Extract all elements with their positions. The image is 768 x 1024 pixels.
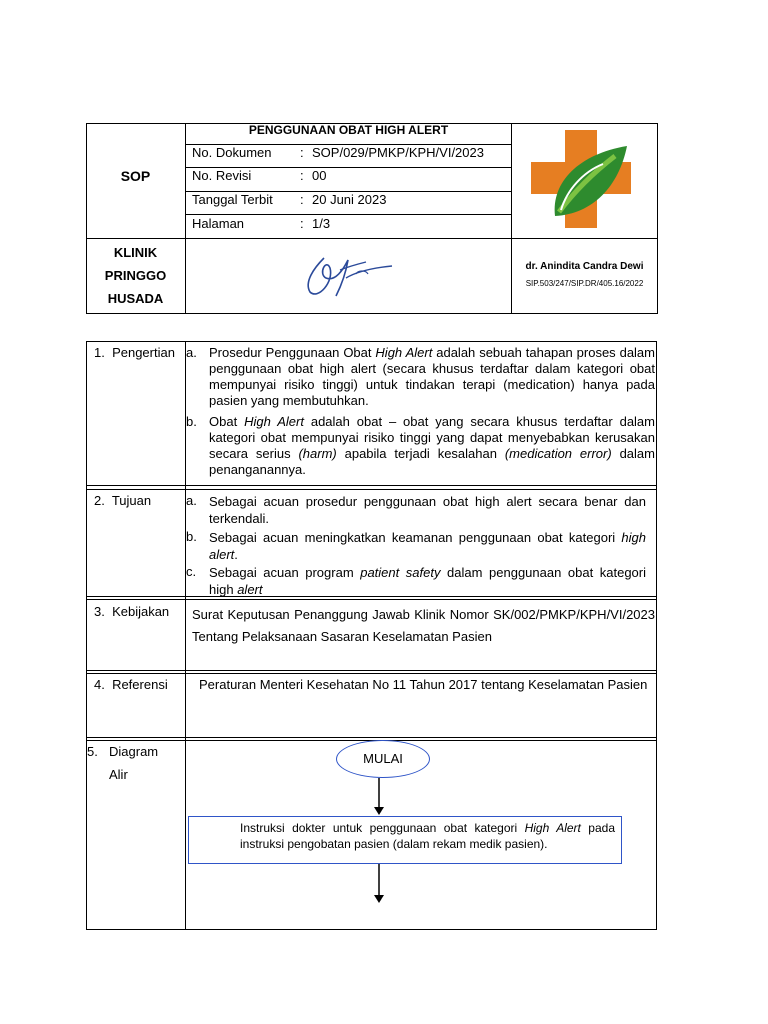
text: . [234,547,238,562]
sop-label: SOP [120,168,151,184]
text: High Alert [375,345,433,360]
row-value: 1/3 [312,216,331,231]
list-marker: a. [186,345,197,360]
text: dalam penggunaan obat kategori high [209,565,646,597]
text: adalah obat – obat yang secara khusus terdaftar dalam kategori obat mempunyai risiko tinggi yang dapat menyebabkan kerusakan secara serius [209,414,655,461]
text: (medication error) [504,446,612,461]
row-value: 20 Juni 2023 [312,192,387,207]
flow-arrow [372,864,386,904]
row-separator: : [300,216,304,231]
text: adalah sebuah tahapan proses dalam penggunaan obat high alert (secara khusus terdaftar dalam kategori obat mempunyai risiko tinggi) untuk tindakan terapi (medication) hanya pada pasien yang membutuhkan. [209,345,655,408]
pengertian-item-b [209,414,655,478]
text: Prosedur Penggunaan Obat [209,345,376,360]
tujuan-item-a: Sebagai acuan prosedur penggunaan obat high alert secara benar dan terkendali. [209,494,646,526]
text: apabila terjadi kesalahan [336,446,505,461]
text: Peraturan Menteri Kesehatan No 11 Tahun 2017 tentang Keselamatan Pasien [199,677,648,692]
list-marker: a. [186,493,197,508]
row-separator: : [300,168,304,183]
document-title: PENGGUNAAN OBAT HIGH ALERT [248,123,449,137]
section-label-kebijakan: 3. Kebijakan [94,604,170,619]
clinic-name [86,241,185,310]
list-marker: c. [186,564,197,579]
signature [296,248,396,302]
kebijakan-text: Surat Keputusan Penanggung Jawab Klinik Nomor SK/002/PMKP/KPH/VI/2023 Tentang Pelaksanaan Sasaran Keselamatan Pasien [192,607,655,644]
text: high alert [209,530,646,562]
text: alert [237,582,263,597]
text: Sebagai acuan program [209,565,361,580]
text: Obat [209,414,245,429]
flow-start [336,740,430,778]
text: Instruksi dokter untuk penggunaan obat kategori [240,821,525,835]
tujuan-item-c [209,564,646,598]
text: patient safety [360,565,441,580]
row-value: SOP/029/PMKP/KPH/VI/2023 [312,145,484,160]
tujuan-item-b [209,529,646,563]
section-label-referensi: 4. Referensi [94,677,168,692]
clinic-name-line: HUSADA [107,291,164,306]
flow-step-text [240,820,615,852]
section-label-diagram: 5. [87,744,98,759]
doctor-sip: SIP.503/247/SIP.DR/405.16/2022 [525,279,644,288]
section-label-pengertian: 1. Pengertian [94,345,175,360]
text: High Alert [524,821,581,835]
row-value: 00 [312,168,327,183]
pengertian-item-a [209,345,655,409]
text: pada instruksi pengobatan pasien (dalam rekam medik pasien). [240,821,615,851]
row-label: Halaman [192,216,245,231]
flow-start-label: MULAI [363,751,403,766]
row-label: No. Dokumen [192,145,272,160]
row-label: No. Revisi [192,168,252,183]
text: Sebagai acuan meningkatkan keamanan penggunaan obat kategori [209,530,622,545]
row-separator: : [300,192,304,207]
list-marker: b. [186,529,197,544]
section-label-diagram: Diagram [109,744,159,759]
list-marker: b. [186,414,197,429]
flow-arrow [372,778,386,816]
section-label-tujuan: 2. Tujuan [94,493,152,508]
clinic-logo [531,130,635,228]
text: dalam penanganannya. [209,446,655,477]
flow-step-instruksi [188,816,622,864]
row-separator: : [300,145,304,160]
referensi-text [186,677,655,693]
doctor-name: dr. Anindita Candra Dewi [525,261,644,272]
text: High Alert [244,414,304,429]
clinic-name-line: PRINGGO [104,268,167,283]
clinic-name-line: KLINIK [113,245,158,260]
section-label-diagram: Alir [109,767,128,782]
text: (harm) [298,446,337,461]
row-label: Tanggal Terbit [192,192,273,207]
